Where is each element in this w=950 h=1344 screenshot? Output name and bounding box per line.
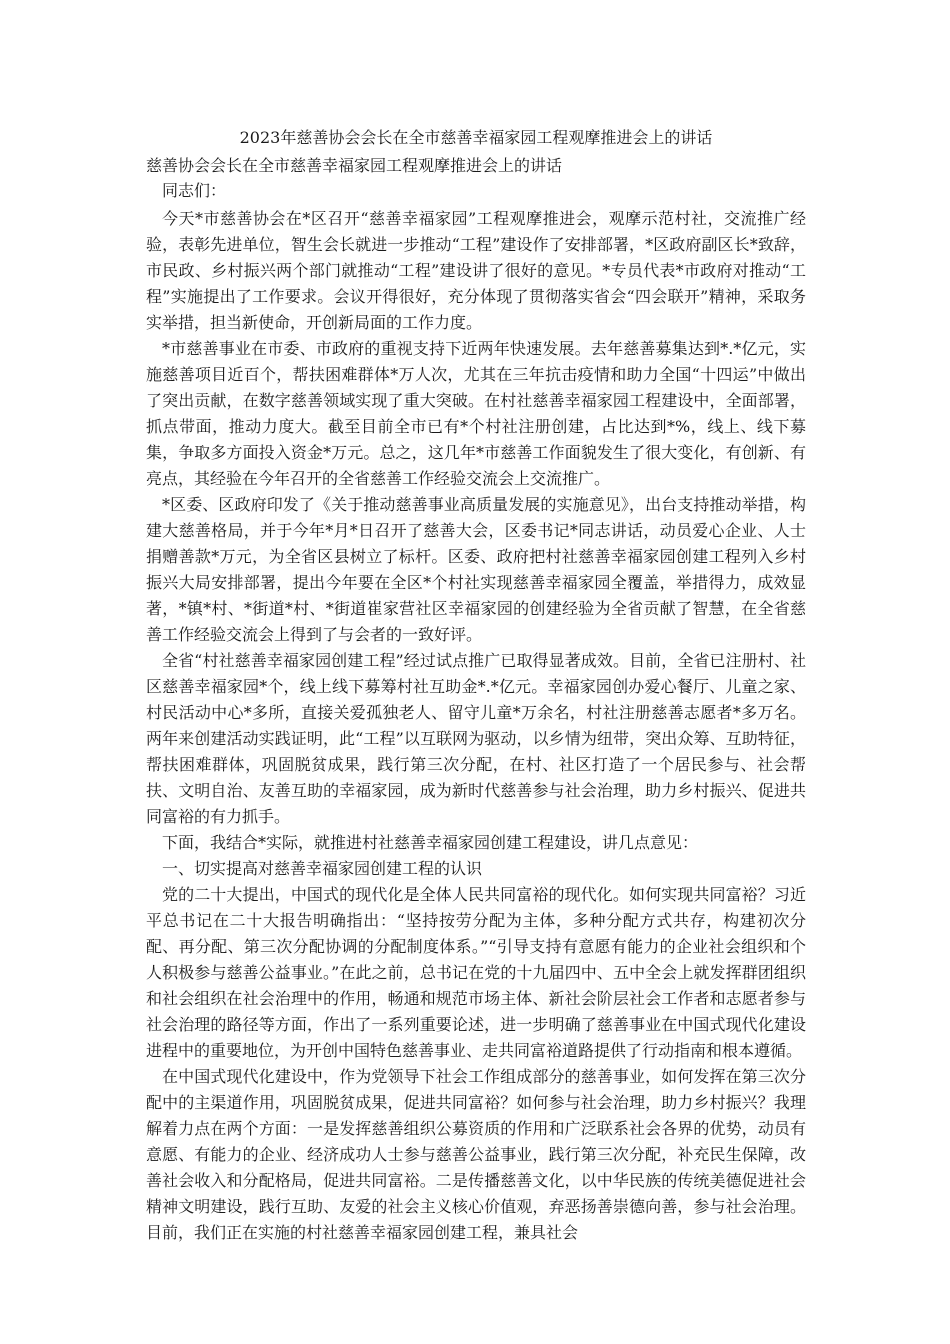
paragraph-4: 全省“村社慈善幸福家园创建工程”经过试点推广已取得显著成效。目前，全省已注册村、社区慈善幸福家园*个，线上线下募筹村社互助金*.*亿元。幸福家园创办爱心餐厅、儿童之家、村民活动中心*多所，直接关爱孤独老人、留守儿童*万余名，村社注册慈善志愿者*多万名。两年来创建活动实践证明，此“工程”以互联网为驱动，以乡情为纽带，突出众筹、互助特征，帮扶困难群体，巩固脱贫成果，践行第三次分配，在村、社区打造了一个居民参与、社会帮扶、文明自治、友善互助的幸福家园，成为新时代慈善参与社会治理，助力乡村振兴、促进共同富裕的有力抓手。 bbox=[146, 651, 806, 826]
paragraph-2: *市慈善事业在市委、市政府的重视支持下近两年快速发展。去年慈善募集达到*.*亿元，实施慈善项目近百个，帮扶困难群体*万人次，尤其在三年抗击疫情和助力全国“十四运”中做出了突出贡献，在数字慈善领域实现了重大突破。在村社慈善幸福家园工程建设中，全面部署，抓点带面，推动力度大。截至目前全市已有*个村社注册创建，占比达到*%，线上、线下募集，争取多方面投入资金*万元。总之，这几年*市慈善工作面貌发生了很大变化，有创新、有亮点，其经验在今年召开的全省慈善工作经验交流会上交流推广。 bbox=[146, 339, 806, 488]
paragraph-3: *区委、区政府印发了《关于推动慈善事业高质量发展的实施意见》，出台支持推动举措，构建大慈善格局，并于今年*月*日召开了慈善大会，区委书记*同志讲话，动员爱心企业、人士捐赠善款*万元，为全省区县树立了标杆。区委、政府把村社慈善幸福家园创建工程列入乡村振兴大局安排部署，提出今年要在全区*个村社实现慈善幸福家园全覆盖，举措得力，成效显著，*镇*村、*街道*村、*街道崔家营社区幸福家园的创建经验为全省贡献了智慧，在全省慈善工作经验交流会上得到了与会者的一致好评。 bbox=[146, 495, 806, 644]
section-heading-1: 一、切实提高对慈善幸福家园创建工程的认识 bbox=[162, 859, 483, 878]
document-subtitle: 慈善协会会长在全市慈善幸福家园工程观摩推进会上的讲话 bbox=[146, 156, 563, 175]
paragraph-5: 下面，我结合*实际，就推进村社慈善幸福家园创建工程建设，讲几点意见： bbox=[162, 833, 699, 852]
paragraph-1: 今天*市慈善协会在*区召开“慈善幸福家园”工程观摩推进会，观摩示范村社，交流推广经验，表彰先进单位，智生会长就进一步推动“工程”建设作了安排部署，*区政府副区长*致辞，市民政、乡村振兴两个部门就推动“工程”建设讲了很好的意见。*专员代表*市政府对推动“工程”实施提出了工作要求。会议开得很好，充分体现了贯彻落实省会“四会联开”精神，采取务实举措，担当新使命，开创新局面的工作力度。 bbox=[146, 209, 806, 332]
paragraph-7: 在中国式现代化建设中，作为党领导下社会工作组成部分的慈善事业，如何发挥在第三次分配中的主渠道作用，巩固脱贫成果，促进共同富裕？如何参与社会治理，助力乡村振兴？我理解着力点在两个方面：一是发挥慈善组织公募资质的作用和广泛联系社会各界的优势，动员有意愿、有能力的企业、经济成功人士参与慈善公益事业，践行第三次分配，补充民生保障，改善社会收入和分配格局，促进共同富裕。二是传播慈善文化，以中华民族的传统美德促进社会精神文明建设，践行互助、友爱的社会主义核心价值观，弃恶扬善崇德向善，参与社会治理。目前，我们正在实施的村社慈善幸福家园创建工程，兼具社会 bbox=[146, 1067, 806, 1242]
paragraph-6: 党的二十大提出，中国式的现代化是全体人民共同富裕的现代化。如何实现共同富裕？习近平总书记在二十大报告明确指出：“坚持按劳分配为主体，多种分配方式共存，构建初次分配、再分配、第三次分配协调的分配制度体系。”“引导支持有意愿有能力的企业社会组织和个人积极参与慈善公益事业。”在此之前，总书记在党的十九届四中、五中全会上就发挥群团组织和社会组织在社会治理中的作用，畅通和规范市场主体、新社会阶层社会工作者和志愿者参与社会治理的路径等方面，作出了一系列重要论述，进一步明确了慈善事业在中国式现代化建设进程中的重要地位，为开创中国特色慈善事业、走共同富裕道路提供了行动指南和根本遵循。 bbox=[146, 885, 806, 1060]
salutation: 同志们： bbox=[162, 181, 227, 200]
document-page bbox=[146, 126, 806, 1246]
document-title: 2023年慈善协会会长在全市慈善幸福家园工程观摩推进会上的讲话 bbox=[239, 128, 713, 147]
